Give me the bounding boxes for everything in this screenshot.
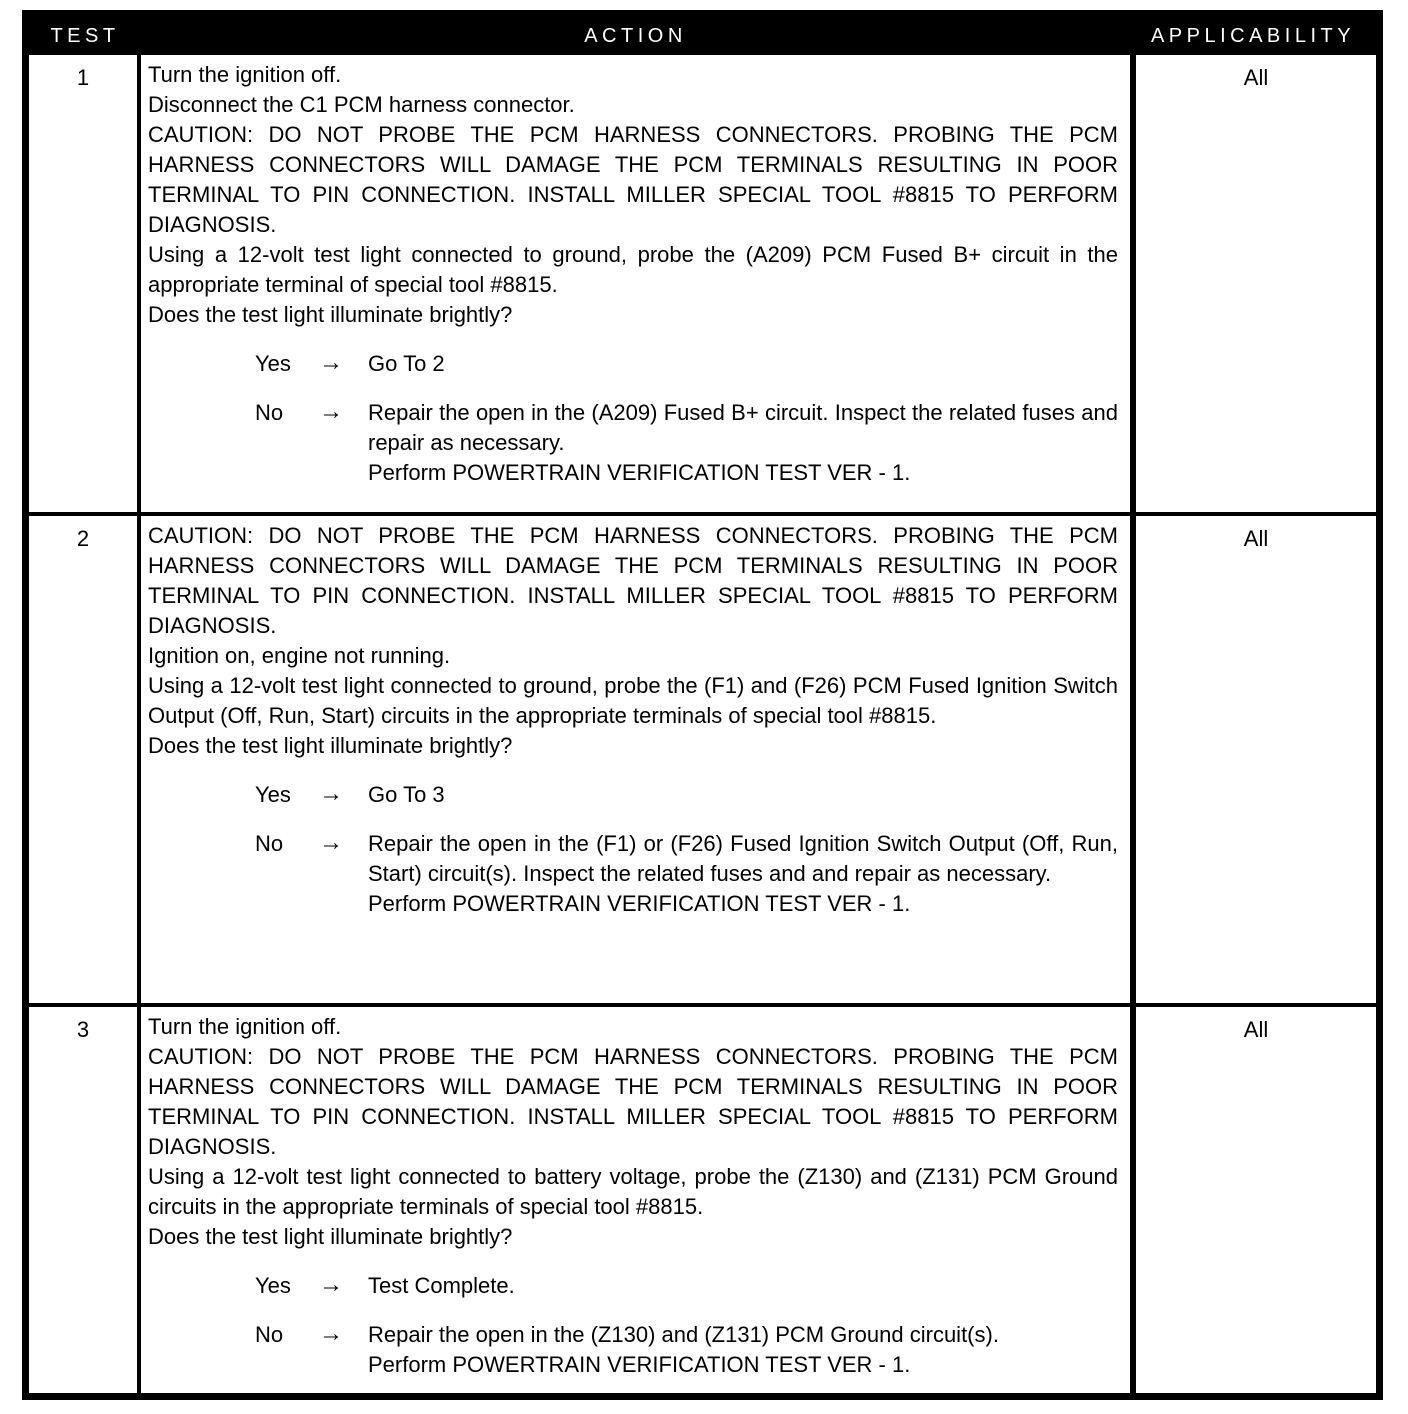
- test-number: 2: [29, 516, 141, 1003]
- action-paragraph: Disconnect the C1 PCM harness connector.: [148, 92, 575, 117]
- caution-paragraph: CAUTION: DO NOT PROBE THE PCM HARNESS CONNECTORS. PROBING THE PCM HARNESS CONNECTORS WILL DAMAGE THE PCM TERMINALS RESULTING IN POOR TERMINAL TO PIN CONNECTION. INSTALL MILLER SPECIAL TOOL #8815 TO PERFORM DIAGNOSIS.: [148, 1044, 1118, 1159]
- response-result-line: Repair the open in the (F1) or (F26) Fused Ignition Switch Output (Off, Run, Start) circuit(s). Inspect the related fuses and and repair as necessary.: [368, 831, 1118, 886]
- action-cell: [141, 1007, 1130, 1393]
- action-paragraph: Turn the ignition off.: [148, 1014, 342, 1039]
- response-result-line: Repair the open in the (Z130) and (Z131) PCM Ground circuit(s).: [368, 1322, 999, 1347]
- response-result: [368, 829, 1118, 919]
- arrow-right-icon: →: [319, 349, 343, 376]
- action-paragraph: Using a 12-volt test light connected to ground, probe the (F1) and (F26) PCM Fused Ignition Switch Output (Off, Run, Start) circuits in the appropriate terminals of special tool #8815.: [148, 673, 1118, 728]
- applicability-cell: All: [1130, 55, 1376, 512]
- response-answer: Yes: [255, 1273, 291, 1298]
- table-row-test-3: [29, 1003, 1376, 1393]
- column-header-action: ACTION: [584, 24, 687, 47]
- response-yes: [255, 1271, 1118, 1301]
- diagnostic-test-table: [22, 10, 1383, 1400]
- response-result-line: Repair the open in the (A209) Fused B+ circuit. Inspect the related fuses and repair as necessary.: [368, 400, 1118, 455]
- response-result: [368, 398, 1118, 488]
- arrow-right-icon: →: [319, 1320, 343, 1347]
- applicability-cell: All: [1130, 516, 1376, 1003]
- column-header-test: TEST: [50, 24, 120, 47]
- response-no: [255, 398, 1118, 488]
- action-cell: [141, 516, 1130, 1003]
- test-number: 1: [29, 55, 141, 512]
- table-row-test-1: [29, 55, 1376, 512]
- response-result-line: Go To 2: [368, 351, 445, 376]
- arrow-right-icon: →: [319, 1271, 343, 1298]
- action-paragraph: Using a 12-volt test light connected to ground, probe the (A209) PCM Fused B+ circuit in the appropriate terminal of special tool #8815.: [148, 242, 1118, 297]
- response-result: [368, 780, 1118, 810]
- response-answer: No: [255, 1322, 284, 1347]
- table-header-row: [29, 17, 1376, 55]
- response-no: [255, 1320, 1118, 1380]
- caution-paragraph: CAUTION: DO NOT PROBE THE PCM HARNESS CONNECTORS. PROBING THE PCM HARNESS CONNECTORS WILL DAMAGE THE PCM TERMINALS RESULTING IN POOR TERMINAL TO PIN CONNECTION. INSTALL MILLER SPECIAL TOOL #8815 TO PERFORM DIAGNOSIS.: [148, 523, 1118, 638]
- question-paragraph: Does the test light illuminate brightly?: [148, 1224, 513, 1249]
- response-answer: Yes: [255, 782, 291, 807]
- response-yes: [255, 780, 1118, 810]
- response-answer: No: [255, 400, 284, 425]
- action-paragraph: Turn the ignition off.: [148, 62, 342, 87]
- arrow-right-icon: →: [319, 398, 343, 425]
- caution-paragraph: CAUTION: DO NOT PROBE THE PCM HARNESS CONNECTORS. PROBING THE PCM HARNESS CONNECTORS WILL DAMAGE THE PCM TERMINALS RESULTING IN POOR TERMINAL TO PIN CONNECTION. INSTALL MILLER SPECIAL TOOL #8815 TO PERFORM DIAGNOSIS.: [148, 122, 1118, 237]
- response-result: [368, 1271, 1118, 1301]
- response-result: [368, 1320, 1118, 1380]
- response-result-line: Test Complete.: [368, 1273, 515, 1298]
- response-yes: [255, 349, 1118, 379]
- response-result-line: Perform POWERTRAIN VERIFICATION TEST VER - 1.: [368, 460, 911, 485]
- response-result: [368, 349, 1118, 379]
- response-answer: Yes: [255, 351, 291, 376]
- arrow-right-icon: →: [319, 829, 343, 856]
- response-result-line: Perform POWERTRAIN VERIFICATION TEST VER - 1.: [368, 1352, 911, 1377]
- applicability-cell: All: [1130, 1007, 1376, 1393]
- response-result-line: Go To 3: [368, 782, 445, 807]
- response-result-line: Perform POWERTRAIN VERIFICATION TEST VER - 1.: [368, 891, 911, 916]
- column-header-applicability: APPLICABILITY: [1150, 24, 1356, 47]
- question-paragraph: Does the test light illuminate brightly?: [148, 733, 513, 758]
- action-paragraph: Ignition on, engine not running.: [148, 643, 451, 668]
- action-paragraph: Using a 12-volt test light connected to battery voltage, probe the (Z130) and (Z131) PCM Ground circuits in the appropriate terminals of special tool #8815.: [148, 1164, 1118, 1219]
- test-number: 3: [29, 1007, 141, 1393]
- response-answer: No: [255, 831, 284, 856]
- response-no: [255, 829, 1118, 919]
- action-cell: [141, 55, 1130, 512]
- question-paragraph: Does the test light illuminate brightly?: [148, 302, 513, 327]
- arrow-right-icon: →: [319, 780, 343, 807]
- table-row-test-2: [29, 512, 1376, 1003]
